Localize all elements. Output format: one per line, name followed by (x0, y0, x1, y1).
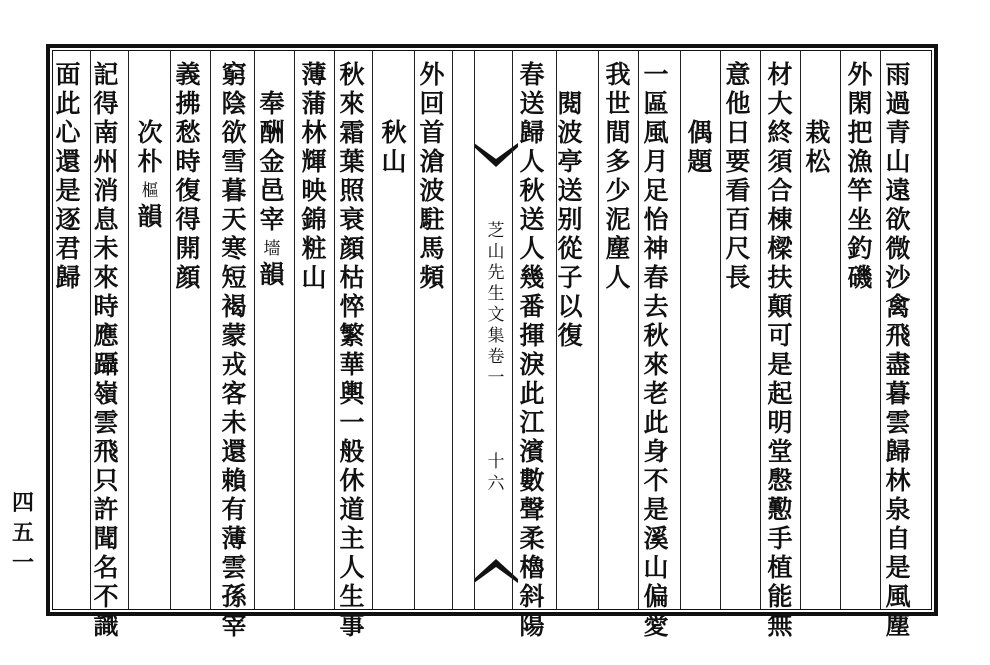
character: 欲 (885, 205, 911, 234)
character: 月 (643, 147, 669, 176)
text-column (640, 60, 672, 640)
character: 華 (339, 350, 365, 379)
character: 次 (137, 118, 163, 147)
character: 來 (339, 89, 365, 118)
character: 集 (487, 326, 505, 346)
column-rule (720, 51, 721, 609)
character: 來 (93, 263, 119, 292)
character: 愛 (643, 611, 669, 640)
character: 人 (605, 263, 631, 292)
character: 磯 (847, 263, 873, 292)
character: 錦 (301, 205, 327, 234)
column-rule (452, 51, 453, 609)
character: 天 (221, 205, 247, 234)
character: 輿 (339, 379, 365, 408)
character: 六 (487, 474, 505, 494)
character: 未 (221, 408, 247, 437)
character: 沙 (885, 263, 911, 292)
character: 雲 (221, 553, 247, 582)
character: 顔 (339, 234, 365, 263)
text-column (256, 89, 288, 289)
character: 坐 (847, 205, 873, 234)
character: 宰 (259, 205, 285, 234)
character: 不 (643, 466, 669, 495)
character: 宰 (221, 611, 247, 640)
character: 薄 (301, 60, 327, 89)
character: 一 (643, 60, 669, 89)
character: 塵 (605, 234, 631, 263)
character: 映 (301, 176, 327, 205)
character: 松 (805, 147, 831, 176)
character: 濱 (519, 437, 545, 466)
character: 外 (847, 60, 873, 89)
character: 山 (885, 147, 911, 176)
character: 卷 (487, 347, 505, 367)
character: 怡 (643, 205, 669, 234)
character: 消 (93, 176, 119, 205)
character: 賴 (221, 466, 247, 495)
character: 秋 (339, 60, 365, 89)
column-rule (474, 51, 475, 609)
character: 多 (605, 147, 631, 176)
character: 要 (725, 147, 751, 176)
character: 春 (519, 60, 545, 89)
character: 起 (767, 379, 793, 408)
character: 風 (643, 118, 669, 147)
character: 是 (885, 553, 911, 582)
character: 日 (725, 118, 751, 147)
character: 塵 (885, 611, 911, 640)
character: 泥 (605, 205, 631, 234)
character: 須 (767, 147, 793, 176)
character: 區 (643, 89, 669, 118)
text-column (336, 60, 368, 640)
character: 林 (885, 466, 911, 495)
character: 身 (643, 437, 669, 466)
character: 得 (175, 205, 201, 234)
character: 葉 (339, 147, 365, 176)
character: 四 (11, 490, 34, 516)
character: 般 (339, 437, 365, 466)
character: 外 (419, 60, 445, 89)
column-rule (760, 51, 761, 609)
character: 韻 (137, 202, 163, 231)
character: 息 (93, 205, 119, 234)
character: 孫 (221, 582, 247, 611)
character: 間 (605, 118, 631, 147)
character: 聞 (93, 524, 119, 553)
character: 應 (93, 321, 119, 350)
character: 回 (419, 89, 445, 118)
character: 蒙 (221, 321, 247, 350)
character: 神 (643, 234, 669, 263)
character: 堂 (767, 437, 793, 466)
character: 懃 (767, 495, 793, 524)
character: 蒲 (301, 89, 327, 118)
column-rule (128, 51, 129, 609)
character: 有 (221, 495, 247, 524)
character: 飛 (885, 321, 911, 350)
character: 是 (643, 495, 669, 524)
column-rule (254, 51, 255, 609)
character: 金 (259, 147, 285, 176)
character: 飛 (93, 437, 119, 466)
character: 陰 (221, 89, 247, 118)
character: 能 (767, 582, 793, 611)
character: 州 (93, 147, 119, 176)
character: 波 (557, 118, 583, 147)
character: 番 (519, 292, 545, 321)
character: 去 (643, 292, 669, 321)
character: 聲 (519, 495, 545, 524)
character: 薄 (221, 524, 247, 553)
character: 短 (221, 263, 247, 292)
text-column (218, 60, 250, 640)
character: 面 (55, 60, 81, 89)
book-title (478, 221, 514, 389)
character: 我 (605, 60, 631, 89)
character: 子 (557, 263, 583, 292)
character: 幾 (519, 263, 545, 292)
character: 許 (93, 495, 119, 524)
character: 首 (419, 118, 445, 147)
character: 雪 (221, 147, 247, 176)
character: 江 (519, 408, 545, 437)
character: 道 (339, 495, 365, 524)
character: 秋 (519, 176, 545, 205)
character: 主 (339, 524, 365, 553)
column-rule (334, 51, 335, 609)
character: 送 (519, 205, 545, 234)
margin-page-number (10, 488, 36, 578)
text-column (722, 60, 754, 292)
character: 衰 (339, 205, 365, 234)
character: 來 (643, 350, 669, 379)
character: 合 (767, 176, 793, 205)
character: 微 (885, 234, 911, 263)
character: 溪 (643, 524, 669, 553)
character: 暮 (221, 176, 247, 205)
character: 復 (557, 321, 583, 350)
character: 栽 (805, 118, 831, 147)
character: 人 (519, 147, 545, 176)
character: 把 (847, 118, 873, 147)
character: 閑 (847, 89, 873, 118)
character: 大 (767, 89, 793, 118)
character: 歸 (55, 263, 81, 292)
character: 山 (381, 147, 407, 176)
character: 拂 (175, 89, 201, 118)
character: 馬 (419, 234, 445, 263)
character: 識 (93, 611, 119, 640)
character: 復 (175, 176, 201, 205)
character: 遠 (885, 176, 911, 205)
character: 秋 (381, 118, 407, 147)
character: 芝 (487, 221, 505, 241)
character: 暮 (885, 379, 911, 408)
character: 人 (339, 553, 365, 582)
character: 五 (11, 520, 34, 546)
character: 此 (55, 89, 81, 118)
character: 褐 (221, 292, 247, 321)
character: 一 (339, 408, 365, 437)
character: 是 (767, 350, 793, 379)
character: 南 (93, 118, 119, 147)
character: 慇 (767, 466, 793, 495)
text-column (516, 60, 548, 640)
text-column (684, 118, 716, 176)
character: 長 (725, 263, 751, 292)
text-column (554, 89, 586, 350)
character: 偏 (643, 582, 669, 611)
column-rule (800, 51, 801, 609)
character: 百 (725, 205, 751, 234)
interlinear-note: 墻 (263, 239, 281, 259)
character: 顔 (175, 263, 201, 292)
character: 十 (487, 452, 505, 472)
character: 扶 (767, 263, 793, 292)
character: 滄 (419, 147, 445, 176)
character: 春 (643, 263, 669, 292)
character: 意 (725, 60, 751, 89)
character: 一 (11, 550, 34, 576)
text-column (416, 60, 448, 292)
character: 未 (93, 234, 119, 263)
character: 休 (339, 466, 365, 495)
character: 他 (725, 89, 751, 118)
column-rule (880, 51, 881, 609)
character: 林 (301, 118, 327, 147)
character: 樑 (767, 234, 793, 263)
character: 記 (93, 60, 119, 89)
character: 棟 (767, 205, 793, 234)
character: 欲 (221, 118, 247, 147)
character: 少 (605, 176, 631, 205)
character: 青 (885, 118, 911, 147)
column-rule (512, 51, 513, 609)
character: 事 (339, 611, 365, 640)
character: 無 (767, 611, 793, 640)
character: 波 (419, 176, 445, 205)
character: 淚 (519, 350, 545, 379)
character: 頻 (419, 263, 445, 292)
character: 題 (687, 147, 713, 176)
character: 時 (175, 147, 201, 176)
character: 嶺 (93, 379, 119, 408)
character: 釣 (847, 234, 873, 263)
column-rule (556, 51, 557, 609)
text-column (882, 60, 914, 640)
character: 柔 (519, 524, 545, 553)
character: 還 (55, 147, 81, 176)
character: 歸 (519, 118, 545, 147)
column-rule (90, 51, 91, 609)
character: 明 (767, 408, 793, 437)
character: 粧 (301, 234, 327, 263)
character: 躡 (93, 350, 119, 379)
character: 雲 (93, 408, 119, 437)
character: 逐 (55, 205, 81, 234)
column-rule (414, 51, 415, 609)
character: 邑 (259, 176, 285, 205)
character: 霜 (339, 118, 365, 147)
character: 植 (767, 553, 793, 582)
character: 别 (557, 205, 583, 234)
character: 從 (557, 234, 583, 263)
text-column (298, 60, 330, 292)
text-column (764, 60, 796, 640)
text-column (172, 60, 204, 292)
column-rule (210, 51, 211, 609)
column-rule (680, 51, 681, 609)
character: 世 (605, 89, 631, 118)
character: 看 (725, 176, 751, 205)
character: 悴 (339, 292, 365, 321)
character: 山 (643, 553, 669, 582)
column-rule (294, 51, 295, 609)
character: 是 (55, 176, 81, 205)
character: 自 (885, 524, 911, 553)
character: 數 (519, 466, 545, 495)
text-column (90, 60, 122, 640)
column-rule (170, 51, 171, 609)
character: 可 (767, 321, 793, 350)
character: 繁 (339, 321, 365, 350)
character: 以 (557, 292, 583, 321)
character: 終 (767, 118, 793, 147)
character: 送 (557, 176, 583, 205)
character: 駐 (419, 205, 445, 234)
character: 枯 (339, 263, 365, 292)
character: 山 (301, 263, 327, 292)
character: 櫓 (519, 553, 545, 582)
character: 亭 (557, 147, 583, 176)
character: 泉 (885, 495, 911, 524)
text-column (802, 118, 834, 176)
character: 揮 (519, 321, 545, 350)
interlinear-note: 樞 (141, 181, 159, 201)
character: 還 (221, 437, 247, 466)
column-rule (638, 51, 639, 609)
character: 此 (519, 379, 545, 408)
character: 心 (55, 118, 81, 147)
character: 客 (221, 379, 247, 408)
character: 不 (93, 582, 119, 611)
character: 竿 (847, 176, 873, 205)
character: 手 (767, 524, 793, 553)
character: 窮 (221, 60, 247, 89)
column-rule (598, 51, 599, 609)
character: 得 (93, 89, 119, 118)
character: 歸 (885, 437, 911, 466)
character: 此 (643, 408, 669, 437)
character: 韻 (259, 260, 285, 289)
character: 顛 (767, 292, 793, 321)
character: 送 (519, 89, 545, 118)
text-column (844, 60, 876, 292)
text-column (134, 118, 166, 231)
character: 生 (339, 582, 365, 611)
character: 名 (93, 553, 119, 582)
character: 文 (487, 305, 505, 325)
character: 時 (93, 292, 119, 321)
column-rule (372, 51, 373, 609)
character: 愁 (175, 118, 201, 147)
column-rule (840, 51, 841, 609)
character: 奉 (259, 89, 285, 118)
center-fold-strip (470, 51, 522, 609)
character: 照 (339, 176, 365, 205)
character: 盡 (885, 350, 911, 379)
character: 雨 (885, 60, 911, 89)
character: 漁 (847, 147, 873, 176)
character: 過 (885, 89, 911, 118)
page-number (478, 451, 514, 495)
character: 偶 (687, 118, 713, 147)
character: 君 (55, 234, 81, 263)
character: 風 (885, 582, 911, 611)
character: 足 (643, 176, 669, 205)
character: 義 (175, 60, 201, 89)
character: 尺 (725, 234, 751, 263)
character: 老 (643, 379, 669, 408)
text-column (52, 60, 84, 292)
character: 輝 (301, 147, 327, 176)
character: 生 (487, 284, 505, 304)
character: 人 (519, 234, 545, 263)
character: 材 (767, 60, 793, 89)
character: 雲 (885, 408, 911, 437)
character: 寒 (221, 234, 247, 263)
character: 酬 (259, 118, 285, 147)
character: 禽 (885, 292, 911, 321)
character: 只 (93, 466, 119, 495)
character: 一 (487, 368, 505, 388)
character: 秋 (643, 321, 669, 350)
character: 閱 (557, 89, 583, 118)
character: 先 (487, 263, 505, 283)
character: 戎 (221, 350, 247, 379)
character: 朴 (137, 147, 163, 176)
character: 斜 (519, 582, 545, 611)
character: 開 (175, 234, 201, 263)
character: 山 (487, 242, 505, 262)
text-column (602, 60, 634, 292)
text-column (378, 118, 410, 176)
character: 陽 (519, 611, 545, 640)
